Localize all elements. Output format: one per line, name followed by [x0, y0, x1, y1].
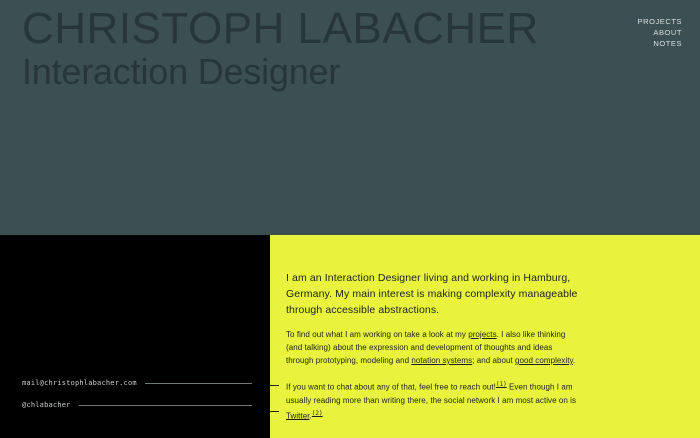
footnote-ref-1[interactable]: (1): [495, 381, 507, 388]
marker-dash-2: [270, 411, 279, 412]
nav-item-about[interactable]: ABOUT: [653, 28, 682, 37]
contact-row-email[interactable]: [22, 372, 252, 394]
main-navigation: [638, 16, 682, 49]
work-text-part-1: To find out what I am working on take a look at my: [286, 330, 469, 339]
page-title: CHRISTOPH LABACHER: [22, 4, 539, 53]
work-text-part-2: . I also like thinking (and talking) about the expression and development of thoughts and ideas through prototyping, modeling and: [286, 330, 566, 365]
projects-link[interactable]: projects: [468, 330, 497, 339]
email-link[interactable]: mail@christophlabacher.com: [22, 379, 137, 387]
nav-item-projects[interactable]: PROJECTS: [637, 17, 682, 26]
contact-text-part-2: Even though I am usually reading more than writing there, the social network I am most active on is: [286, 382, 577, 405]
twitter-link[interactable]: Twitter: [286, 411, 310, 421]
contact-list: [22, 372, 252, 416]
nav-item-notes[interactable]: NOTES: [653, 39, 682, 48]
contact-row-twitter[interactable]: [22, 394, 252, 416]
work-text-part-3: ; and about: [472, 356, 516, 365]
work-text-part-4: .: [573, 356, 576, 365]
contact-paragraph: [286, 378, 576, 422]
contact-rule: [145, 383, 252, 384]
contact-text-part-1: If you want to chat about any of that, feel free to reach out!: [286, 382, 496, 392]
twitter-handle-link[interactable]: @chlabacher: [22, 401, 71, 409]
work-paragraph: [286, 328, 576, 367]
notation-systems-link[interactable]: notation systems: [411, 356, 473, 365]
marker-dash-1: [270, 385, 279, 386]
about-panel: [270, 235, 700, 438]
intro-paragraph: I am an Interaction Designer living and working in Hamburg, Germany. My main interest is making complexity manageable through accessible abstractions.: [286, 272, 578, 316]
contact-panel: [0, 235, 270, 438]
page-subtitle: Interaction Designer: [22, 51, 341, 92]
footnote-ref-2[interactable]: (2): [311, 409, 323, 417]
good-complexity-link[interactable]: good complexity: [515, 356, 573, 365]
contact-rule: [79, 405, 252, 406]
contact-text-part-3: .: [309, 411, 312, 421]
